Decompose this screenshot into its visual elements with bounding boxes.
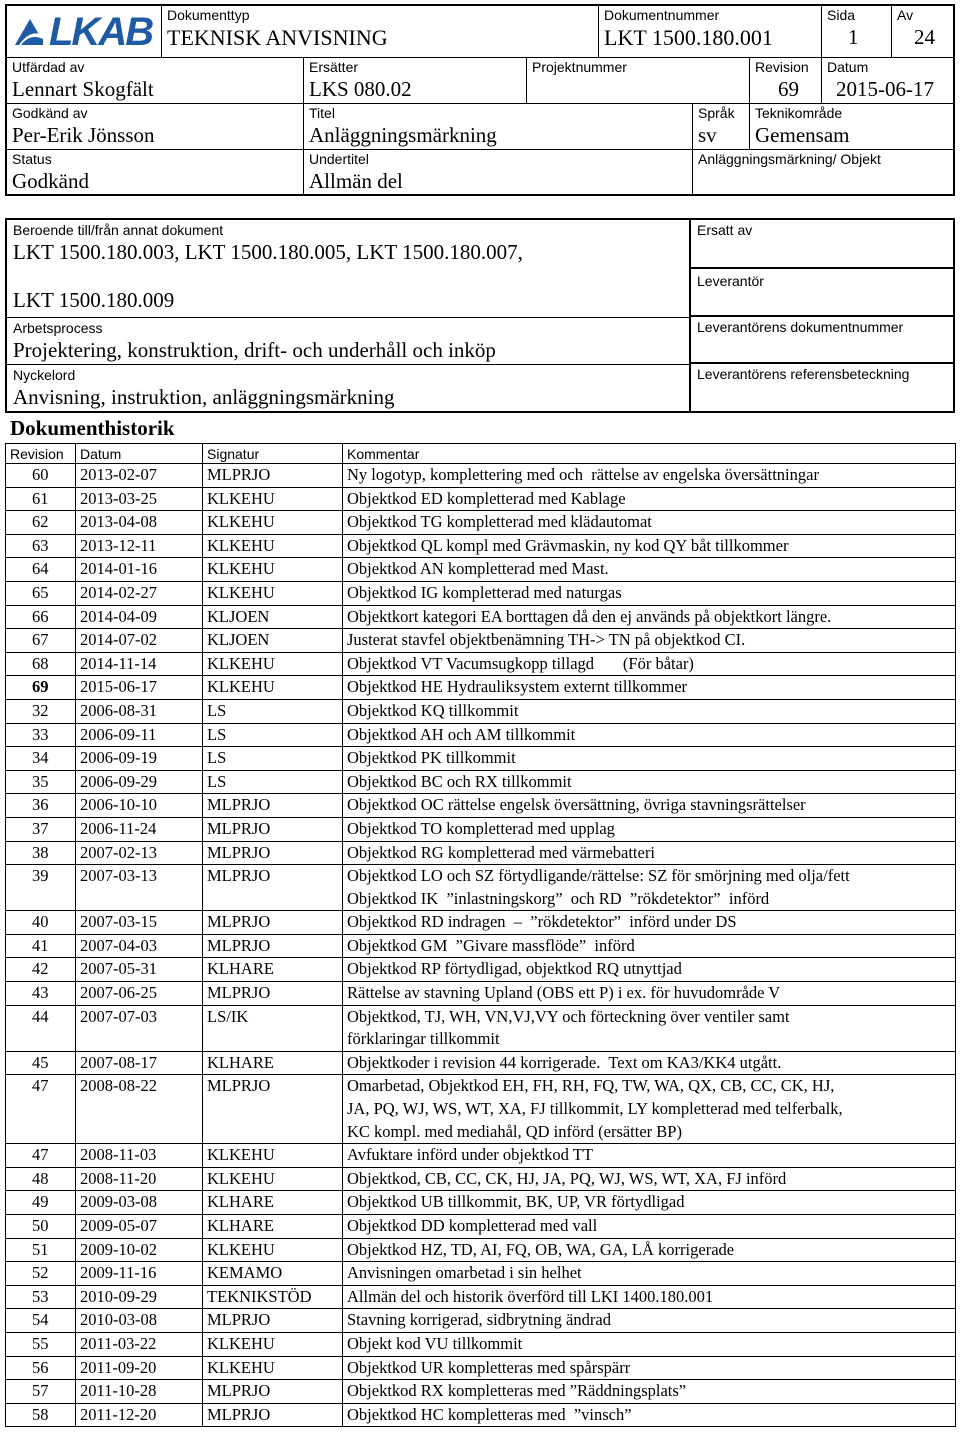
object-label: Anläggningsmärkning/ Objekt — [698, 151, 881, 167]
date-value: 2015-06-17 — [836, 77, 934, 101]
replaces-value: LKS 080.02 — [309, 77, 412, 101]
comment-cell: Objektkod HZ, TD, AI, FQ, OB, WA, GA, LÅ korrigerade — [343, 1238, 956, 1262]
date-cell: 2014-11-14 — [76, 652, 203, 676]
table-row — [6, 605, 956, 629]
signature-cell: LS — [203, 723, 343, 747]
comment-cell: Objektkod IG kompletterad med naturgas — [343, 581, 956, 605]
subtitle-value: Allmän del — [309, 169, 403, 193]
revision-cell: 35 — [6, 770, 76, 794]
signature-cell: TEKNIKSTÖD — [203, 1285, 343, 1309]
lang-value: sv — [698, 123, 717, 147]
date-cell — [822, 58, 953, 104]
comment-cell: Objektkod RG kompletterad med värmebatteri — [343, 841, 956, 865]
signature-cell: LS — [203, 699, 343, 723]
revision-cell: 41 — [6, 934, 76, 958]
replaces-label: Ersätter — [309, 59, 359, 75]
column-header-signature: Signatur — [203, 444, 343, 464]
date-cell: 2011-03-22 — [76, 1332, 203, 1356]
docnum-label: Dokumentnummer — [604, 7, 720, 23]
signature-cell: KLKEHU — [203, 558, 343, 582]
title-value: Anläggningsmärkning — [309, 123, 497, 147]
table-row — [6, 652, 956, 676]
table-row — [6, 770, 956, 794]
process-value: Projektering, konstruktion, drift- och underhåll och inköp — [13, 338, 496, 362]
table-row — [6, 1191, 956, 1215]
revision-cell: 65 — [6, 581, 76, 605]
table-row — [6, 865, 956, 911]
comment-cell: Objektkod AH och AM tillkommit — [343, 723, 956, 747]
date-cell: 2015-06-17 — [76, 676, 203, 700]
status-value: Godkänd — [12, 169, 89, 193]
supplier-docnum-cell — [691, 317, 953, 364]
table-row — [6, 534, 956, 558]
revision-cell: 64 — [6, 558, 76, 582]
table-row — [6, 1309, 956, 1333]
table-row — [6, 629, 956, 653]
table-row — [6, 487, 956, 511]
date-cell: 2013-12-11 — [76, 534, 203, 558]
signature-cell: LS/IK — [203, 1005, 343, 1051]
comment-cell: Objektkod RD indragen – ”rökdetektor” införd under DS — [343, 911, 956, 935]
date-cell: 2007-05-31 — [76, 958, 203, 982]
subtitle-cell — [304, 150, 693, 194]
column-header-date: Datum — [76, 444, 203, 464]
lang-cell — [693, 104, 750, 150]
signature-cell: MLPRJO — [203, 982, 343, 1006]
date-cell: 2007-03-15 — [76, 911, 203, 935]
comment-cell: Avfuktare införd under objektkod TT — [343, 1144, 956, 1168]
signature-cell: KLKEHU — [203, 581, 343, 605]
comment-cell: Objekt kod VU tillkommit — [343, 1332, 956, 1356]
revision-cell: 36 — [6, 794, 76, 818]
comment-cell: Objektkod DD kompletterad med vall — [343, 1215, 956, 1239]
comment-cell: Objektkod RX kompletteras med ”Räddningsplats” — [343, 1380, 956, 1404]
revision-cell — [750, 58, 822, 104]
date-cell: 2011-12-20 — [76, 1403, 203, 1427]
date-cell: 2006-11-24 — [76, 817, 203, 841]
revision-cell: 38 — [6, 841, 76, 865]
doctype-value: TEKNISK ANVISNING — [167, 25, 388, 50]
date-cell: 2010-03-08 — [76, 1309, 203, 1333]
date-cell: 2014-02-27 — [76, 581, 203, 605]
date-cell: 2011-10-28 — [76, 1380, 203, 1404]
of-cell — [892, 6, 953, 58]
table-row — [6, 464, 956, 488]
table-row — [6, 676, 956, 700]
date-cell: 2011-09-20 — [76, 1356, 203, 1380]
comment-cell: Objektkod VT Vacumsugkopp tillagd (För båtar) — [343, 652, 956, 676]
comment-cell: Objektkod TG kompletterad med klädautomat — [343, 511, 956, 535]
date-cell: 2013-03-25 — [76, 487, 203, 511]
comment-cell: Objektkod RP förtydligad, objektkod RQ utnyttjad — [343, 958, 956, 982]
date-cell: 2013-04-08 — [76, 511, 203, 535]
revision-cell: 32 — [6, 699, 76, 723]
table-row — [6, 511, 956, 535]
date-label: Datum — [827, 59, 869, 75]
signature-cell: KLHARE — [203, 1051, 343, 1075]
revision-cell: 67 — [6, 629, 76, 653]
signature-cell: KLJOEN — [203, 605, 343, 629]
date-cell: 2008-11-03 — [76, 1144, 203, 1168]
revision-cell: 45 — [6, 1051, 76, 1075]
column-header-revision: Revision — [6, 444, 76, 464]
date-cell: 2014-01-16 — [76, 558, 203, 582]
tech-cell — [750, 104, 953, 150]
comment-cell: Objektkod GM ”Givare massflöde” införd — [343, 934, 956, 958]
page-label: Sida — [827, 7, 856, 23]
project-cell — [527, 58, 750, 104]
date-cell: 2014-07-02 — [76, 629, 203, 653]
comment-cell: Objektkod QL kompl med Grävmaskin, ny kod QY båt tillkommer — [343, 534, 956, 558]
logo-cell — [7, 6, 162, 58]
revision-cell: 47 — [6, 1075, 76, 1144]
table-row — [6, 1285, 956, 1309]
supplier-ref-cell — [691, 364, 953, 411]
supplier-cell — [691, 269, 953, 317]
comment-cell: Objektkod OC rättelse engelsk översättning, övriga stavningsrättelser — [343, 794, 956, 818]
table-row — [6, 1262, 956, 1286]
history-header-row — [6, 444, 956, 464]
replaced-by-label: Ersatt av — [697, 222, 753, 238]
lkab-logo — [7, 6, 162, 58]
date-cell: 2007-04-03 — [76, 934, 203, 958]
tech-value: Gemensam — [755, 123, 850, 147]
revision-cell: 54 — [6, 1309, 76, 1333]
docnum-cell — [599, 6, 822, 58]
table-row — [6, 1167, 956, 1191]
signature-cell: KLKEHU — [203, 1144, 343, 1168]
date-cell: 2007-06-25 — [76, 982, 203, 1006]
revision-cell: 49 — [6, 1191, 76, 1215]
page-value: 1 — [848, 25, 859, 49]
table-row — [6, 747, 956, 771]
status-cell — [7, 150, 304, 194]
date-cell: 2006-09-19 — [76, 747, 203, 771]
signature-cell: LS — [203, 770, 343, 794]
revision-cell: 69 — [6, 676, 76, 700]
date-cell: 2009-03-08 — [76, 1191, 203, 1215]
replaced-by-cell — [691, 220, 953, 269]
revision-cell: 55 — [6, 1332, 76, 1356]
comment-cell: Objektkod, CB, CC, CK, HJ, JA, PQ, WJ, WS, WT, XA, FJ införd — [343, 1167, 956, 1191]
signature-cell: MLPRJO — [203, 841, 343, 865]
signature-cell: KLKEHU — [203, 511, 343, 535]
comment-cell: Objektkod, TJ, WH, VN,VJ,VY och förteckning över ventiler samt förklaringar tillkommit — [343, 1005, 956, 1051]
revision-cell: 33 — [6, 723, 76, 747]
table-row — [6, 699, 956, 723]
subtitle-label: Undertitel — [309, 151, 369, 167]
signature-cell: KLHARE — [203, 1191, 343, 1215]
revision-cell: 40 — [6, 911, 76, 935]
revision-cell: 39 — [6, 865, 76, 911]
table-row — [6, 1356, 956, 1380]
comment-cell: Objektkod BC och RX tillkommit — [343, 770, 956, 794]
revision-cell: 57 — [6, 1380, 76, 1404]
comment-cell: Objektkoder i revision 44 korrigerade. Text om KA3/KK4 utgått. — [343, 1051, 956, 1075]
table-row — [6, 1403, 956, 1427]
signature-cell: MLPRJO — [203, 817, 343, 841]
revision-cell: 34 — [6, 747, 76, 771]
table-row — [6, 958, 956, 982]
revision-cell: 42 — [6, 958, 76, 982]
revision-cell: 37 — [6, 817, 76, 841]
date-cell: 2006-08-31 — [76, 699, 203, 723]
keyword-value: Anvisning, instruktion, anläggningsmärkning — [13, 385, 395, 409]
date-cell: 2008-11-20 — [76, 1167, 203, 1191]
table-row — [6, 1380, 956, 1404]
date-cell: 2007-07-03 — [76, 1005, 203, 1051]
signature-cell: KLKEHU — [203, 1167, 343, 1191]
revision-cell: 53 — [6, 1285, 76, 1309]
revision-cell: 63 — [6, 534, 76, 558]
signature-cell: MLPRJO — [203, 911, 343, 935]
table-row — [6, 581, 956, 605]
table-row — [6, 934, 956, 958]
comment-cell: Justerat stavfel objektbenämning TH-> TN på objektkod CI. — [343, 629, 956, 653]
signature-cell: MLPRJO — [203, 1380, 343, 1404]
table-row — [6, 1051, 956, 1075]
revision-cell: 44 — [6, 1005, 76, 1051]
comment-cell: Objektkod PK tillkommit — [343, 747, 956, 771]
revision-label: Revision — [755, 59, 809, 75]
table-row — [6, 1215, 956, 1239]
revision-cell: 68 — [6, 652, 76, 676]
date-cell: 2010-09-29 — [76, 1285, 203, 1309]
title-label: Titel — [309, 105, 335, 121]
keyword-label: Nyckelord — [13, 367, 76, 383]
date-cell: 2009-10-02 — [76, 1238, 203, 1262]
revision-cell: 62 — [6, 511, 76, 535]
signature-cell: KLHARE — [203, 958, 343, 982]
signature-cell: MLPRJO — [203, 934, 343, 958]
issued-cell — [7, 58, 304, 104]
comment-cell: Objektkod AN kompletterad med Mast. — [343, 558, 956, 582]
revision-cell: 51 — [6, 1238, 76, 1262]
object-cell — [693, 150, 953, 194]
signature-cell: MLPRJO — [203, 464, 343, 488]
revision-cell: 60 — [6, 464, 76, 488]
comment-cell: Objektkod UR kompletteras med spårspärr — [343, 1356, 956, 1380]
comment-cell: Objektkod TO kompletterad med upplag — [343, 817, 956, 841]
revision-cell: 61 — [6, 487, 76, 511]
history-body — [6, 464, 956, 1427]
lang-label: Språk — [698, 105, 735, 121]
date-cell: 2008-08-22 — [76, 1075, 203, 1144]
comment-cell: Anvisningen omarbetad i sin helhet — [343, 1262, 956, 1286]
table-row — [6, 723, 956, 747]
of-value: 24 — [914, 25, 935, 49]
table-row — [6, 841, 956, 865]
status-label: Status — [12, 151, 52, 167]
revision-cell: 66 — [6, 605, 76, 629]
docnum-value: LKT 1500.180.001 — [604, 25, 773, 50]
table-row — [6, 1075, 956, 1144]
date-cell: 2013-02-07 — [76, 464, 203, 488]
signature-cell: KLKEHU — [203, 534, 343, 558]
doctype-label: Dokumenttyp — [167, 7, 250, 23]
revision-cell: 52 — [6, 1262, 76, 1286]
date-cell: 2007-08-17 — [76, 1051, 203, 1075]
title-cell — [304, 104, 693, 150]
comment-cell: Objektkod LO och SZ förtydligande/rättelse: SZ för smörjning med olja/fett Objektkod IK ”inlastningskorg” och RD ”rökdetektor” införd — [343, 865, 956, 911]
signature-cell: KLKEHU — [203, 1238, 343, 1262]
comment-cell: Objektkod ED kompletterad med Kablage — [343, 487, 956, 511]
table-row — [6, 1332, 956, 1356]
date-cell: 2009-11-16 — [76, 1262, 203, 1286]
supplier-label: Leverantör — [697, 273, 764, 289]
dependent-label: Beroende till/från annat dokument — [13, 222, 224, 238]
date-cell: 2006-09-11 — [76, 723, 203, 747]
comment-cell: Objektkort kategori EA borttagen då den ej används på objektkort längre. — [343, 605, 956, 629]
signature-cell: KLJOEN — [203, 629, 343, 653]
supplier-box — [689, 218, 955, 413]
issued-value: Lennart Skogfält — [12, 77, 154, 101]
document-info — [5, 218, 690, 413]
comment-cell: Rättelse av stavning Upland (OBS ett P) i ex. för huvudområde V — [343, 982, 956, 1006]
table-row — [6, 1005, 956, 1051]
comment-cell: Objektkod HE Hydrauliksystem externt tillkommer — [343, 676, 956, 700]
revision-cell: 47 — [6, 1144, 76, 1168]
signature-cell: KLKEHU — [203, 652, 343, 676]
signature-cell: KLKEHU — [203, 1332, 343, 1356]
dependent-line1: LKT 1500.180.003, LKT 1500.180.005, LKT 1500.180.007, — [13, 240, 523, 264]
date-cell: 2006-09-29 — [76, 770, 203, 794]
revision-cell: 43 — [6, 982, 76, 1006]
comment-cell: Objektkod KQ tillkommit — [343, 699, 956, 723]
signature-cell: KEMAMO — [203, 1262, 343, 1286]
project-label: Projektnummer — [532, 59, 627, 75]
revision-value: 69 — [778, 77, 799, 101]
document-header — [5, 4, 955, 196]
issued-label: Utfärdad av — [12, 59, 85, 75]
supplier-ref-label: Leverantörens referensbeteckning — [697, 366, 910, 382]
history-table — [5, 443, 956, 1427]
table-row — [6, 982, 956, 1006]
date-cell: 2009-05-07 — [76, 1215, 203, 1239]
table-row — [6, 1144, 956, 1168]
signature-cell: MLPRJO — [203, 1075, 343, 1144]
signature-cell: MLPRJO — [203, 1403, 343, 1427]
signature-cell: KLKEHU — [203, 1356, 343, 1380]
history-title: Dokumenthistorik — [10, 416, 175, 440]
date-cell: 2014-04-09 — [76, 605, 203, 629]
table-row — [6, 911, 956, 935]
replaces-cell — [304, 58, 527, 104]
of-label: Av — [897, 7, 914, 23]
date-cell: 2007-03-13 — [76, 865, 203, 911]
divider — [7, 364, 689, 365]
doctype-cell — [162, 6, 599, 58]
comment-cell: Objektkod UB tillkommit, BK, UP, VR förtydligad — [343, 1191, 956, 1215]
comment-cell: Objektkod HC kompletteras med ”vinsch” — [343, 1403, 956, 1427]
revision-cell: 48 — [6, 1167, 76, 1191]
comment-cell: Ny logotyp, komplettering med och rättelse av engelska översättningar — [343, 464, 956, 488]
lkab-logo-icon — [13, 15, 47, 49]
signature-cell: MLPRJO — [203, 794, 343, 818]
revision-cell: 56 — [6, 1356, 76, 1380]
column-header-comment: Kommentar — [343, 444, 956, 464]
process-label: Arbetsprocess — [13, 320, 103, 336]
signature-cell: LS — [203, 747, 343, 771]
approved-value: Per-Erik Jönsson — [12, 123, 155, 147]
signature-cell: MLPRJO — [203, 1309, 343, 1333]
date-cell: 2006-10-10 — [76, 794, 203, 818]
comment-cell: Omarbetad, Objektkod EH, FH, RH, FQ, TW, WA, QX, CB, CC, CK, HJ, JA, PQ, WJ, WS, WT, XA, FJ tillkommit, LY kompletterad med telferbalk, KC kompl. med mediahål, QD införd (ersätter BP) — [343, 1075, 956, 1144]
revision-cell: 58 — [6, 1403, 76, 1427]
logo-wordmark: LKAB — [49, 9, 153, 54]
divider — [7, 317, 689, 318]
signature-cell: MLPRJO — [203, 865, 343, 911]
comment-cell: Stavning korrigerad, sidbrytning ändrad — [343, 1309, 956, 1333]
table-row — [6, 794, 956, 818]
signature-cell: KLKEHU — [203, 487, 343, 511]
tech-label: Teknikområde — [755, 105, 843, 121]
table-row — [6, 558, 956, 582]
table-row — [6, 1238, 956, 1262]
approved-cell — [7, 104, 304, 150]
page-cell — [822, 6, 892, 58]
date-cell: 2007-02-13 — [76, 841, 203, 865]
revision-cell: 50 — [6, 1215, 76, 1239]
table-row — [6, 817, 956, 841]
signature-cell: KLKEHU — [203, 676, 343, 700]
supplier-docnum-label: Leverantörens dokumentnummer — [697, 319, 904, 335]
signature-cell: KLHARE — [203, 1215, 343, 1239]
dependent-line2: LKT 1500.180.009 — [13, 288, 175, 312]
comment-cell: Allmän del och historik överförd till LKI 1400.180.001 — [343, 1285, 956, 1309]
approved-label: Godkänd av — [12, 105, 88, 121]
